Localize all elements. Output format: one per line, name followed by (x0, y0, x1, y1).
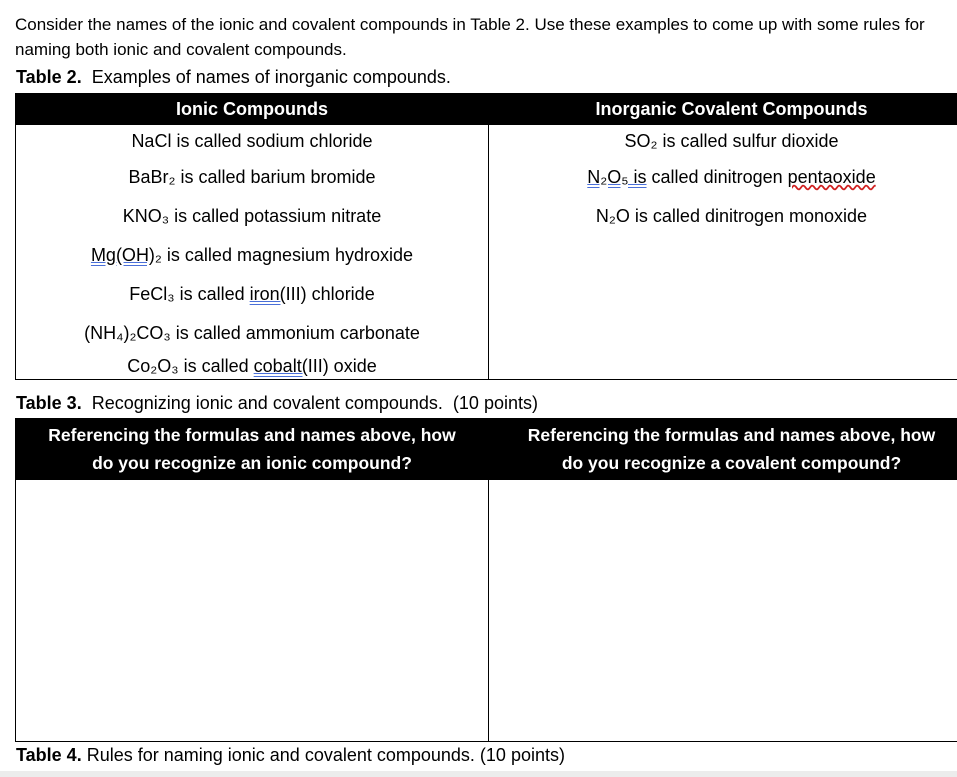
page-bottom-edge (0, 771, 957, 777)
ionic-item: BaBr₂ is called barium bromide (128, 167, 376, 187)
ionic-item: FeCl₃ is called iron(III) chloride (129, 284, 375, 304)
table-2 (15, 93, 957, 380)
table2-caption-label: Table 2. (16, 67, 82, 87)
covalent-cell (489, 125, 957, 380)
table3-caption-text: Recognizing ionic and covalent compounds. (10 points) (81, 393, 538, 413)
intro-paragraph (15, 12, 957, 62)
header-recognize-covalent: Referencing the formulas and names above, how do you recognize a covalent compound? (489, 419, 957, 480)
table3-caption-label: Table 3. (16, 393, 82, 413)
header-covalent: Inorganic Covalent Compounds (489, 94, 957, 125)
table2-caption-text: Examples of names of inorganic compounds. (81, 67, 451, 87)
header-recognize-ionic: Referencing the formulas and names above, how do you recognize an ionic compound? (16, 419, 489, 480)
table2-header-row (16, 94, 957, 125)
ionic-item: NaCl is called sodium chloride (131, 131, 373, 151)
intro-line-1: Consider the names of the ionic and covalent compounds in Table 2. Use these examples to come up with some rules for (15, 15, 925, 34)
intro-line-2: naming both ionic and covalent compounds. (15, 40, 347, 59)
table4-caption-label: Table 4. (16, 745, 82, 765)
table2-body-row (16, 125, 957, 380)
answer-covalent-cell[interactable] (489, 480, 957, 742)
table2-caption (16, 66, 451, 88)
table3-header-row (16, 419, 957, 480)
covalent-item: SO₂ is called sulfur dioxide (624, 131, 839, 151)
ionic-item: Co₂O₃ is called cobalt(III) oxide (127, 356, 377, 376)
table4-caption-text: Rules for naming ionic and covalent compounds. (10 points) (81, 745, 565, 765)
table3-caption (16, 392, 538, 414)
table4-caption (16, 744, 565, 766)
covalent-item: N₂O is called dinitrogen monoxide (595, 206, 868, 226)
ionic-item: Mg(OH)₂ is called magnesium hydroxide (90, 245, 414, 265)
covalent-item: N₂O₅ is called dinitrogen pentaoxide (587, 167, 876, 187)
answer-ionic-cell[interactable] (16, 480, 489, 742)
header-ionic: Ionic Compounds (16, 94, 489, 125)
table3-answer-row (16, 480, 957, 742)
ionic-cell (16, 125, 489, 380)
ionic-item: (NH₄)₂CO₃ is called ammonium carbonate (84, 323, 420, 343)
table-3 (15, 418, 957, 742)
ionic-item: KNO₃ is called potassium nitrate (122, 206, 382, 226)
